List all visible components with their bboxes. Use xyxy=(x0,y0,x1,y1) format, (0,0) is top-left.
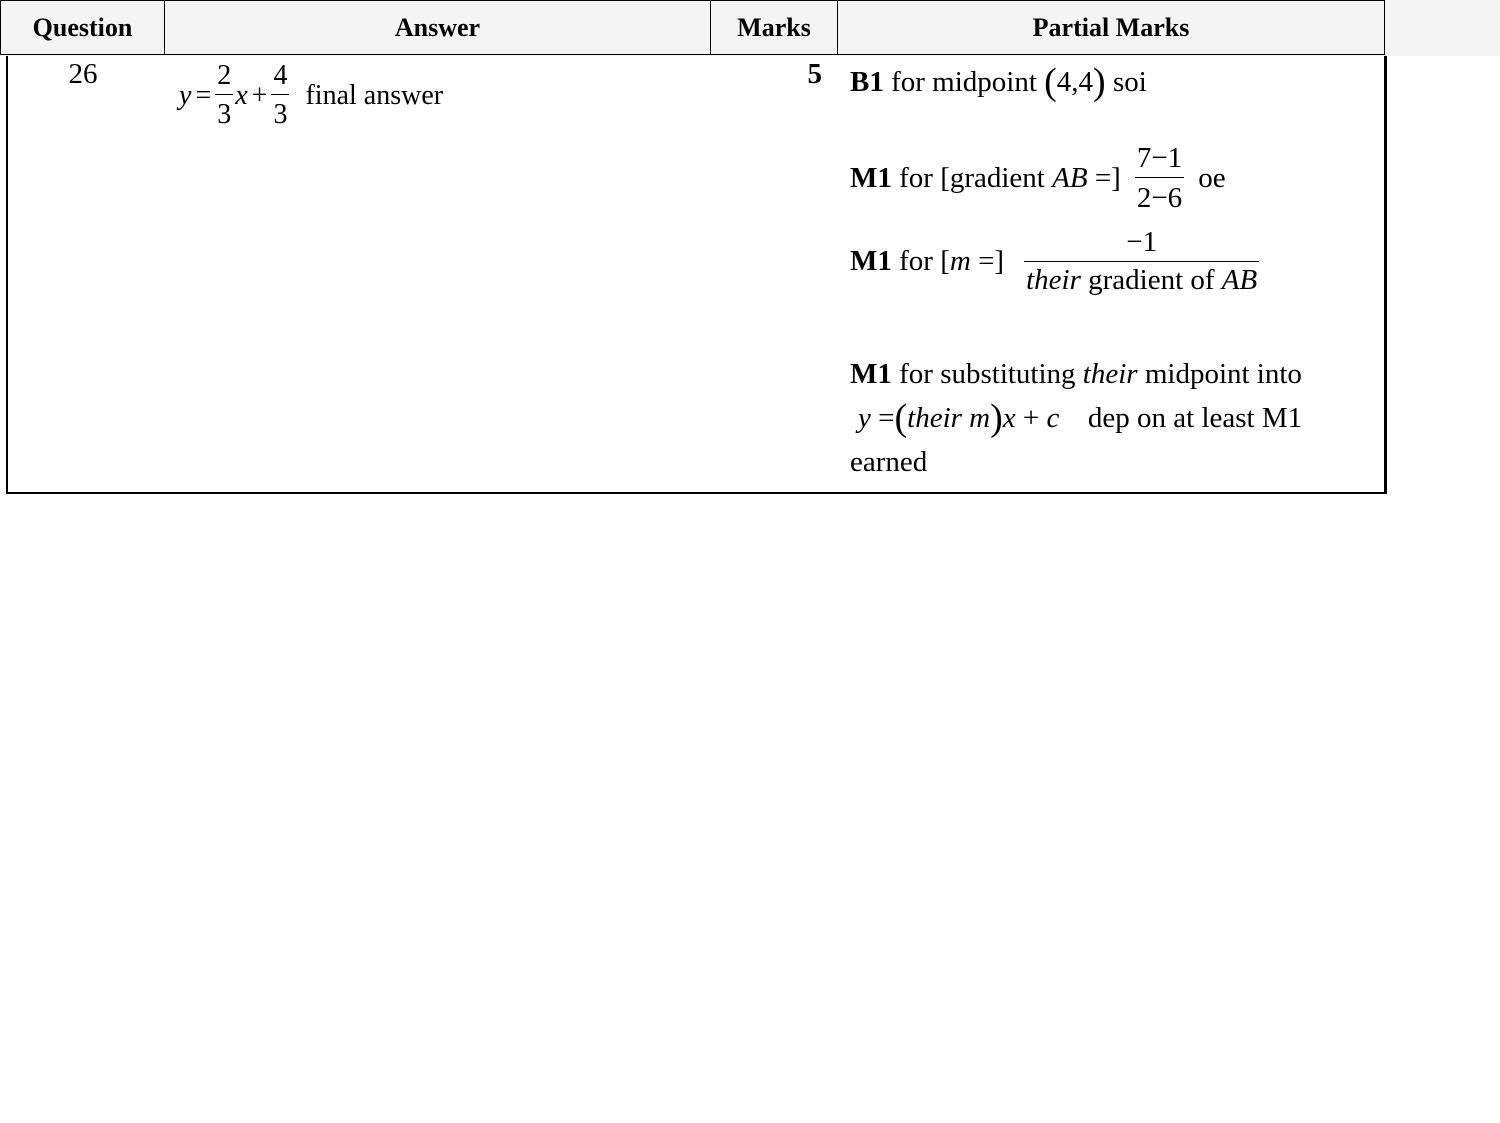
marks-cell xyxy=(716,56,835,494)
b1-point: 4,4 xyxy=(1056,66,1094,98)
b1-open-paren: ( xyxy=(1044,61,1057,103)
m1-perp-fraction xyxy=(1024,228,1259,295)
partial-m1-gradient xyxy=(850,144,1226,213)
question-number: 26 xyxy=(68,58,98,90)
answer-fraction-2 xyxy=(271,62,289,129)
m1-gradient-ab: AB xyxy=(1052,162,1088,194)
header-answer: Answer xyxy=(164,0,711,55)
m1-sub-code: M1 xyxy=(850,358,892,390)
m1-sub-eq-plus: + xyxy=(1022,402,1040,434)
m1-perp-numerator: −1 xyxy=(1126,226,1158,258)
m1-gradient-text-pre: for [gradient xyxy=(899,162,1045,194)
m1-sub-line2-post: dep on at least M1 xyxy=(1087,402,1303,434)
m1-sub-line3: earned xyxy=(850,446,928,478)
m1-sub-eq-m: m xyxy=(969,402,991,434)
m1-sub-eq-y: y xyxy=(858,402,871,434)
m1-perp-code: M1 xyxy=(850,245,892,277)
m1-sub-close-paren: ) xyxy=(990,397,1003,439)
b1-close-paren: ) xyxy=(1093,61,1106,103)
partial-m1-perpendicular xyxy=(850,228,1259,295)
m1-perp-den-ab: AB xyxy=(1221,264,1258,296)
m1-perp-den-their: their xyxy=(1026,264,1081,296)
b1-text: for midpoint xyxy=(891,66,1037,98)
answer-cell xyxy=(155,56,717,494)
m1-gradient-text-post: =] xyxy=(1094,162,1121,194)
answer-y: y xyxy=(179,79,192,111)
header-marks: Marks xyxy=(710,0,838,55)
answer-frac1-numerator: 2 xyxy=(217,60,232,91)
question-cell xyxy=(6,56,156,494)
partial-m1-substitution-line3 xyxy=(850,446,927,479)
answer-x: x xyxy=(235,79,248,111)
b1-suffix: soi xyxy=(1112,66,1147,98)
m1-sub-eq-c: c xyxy=(1046,402,1060,434)
partial-m1-substitution-line2 xyxy=(858,396,1302,440)
b1-code: B1 xyxy=(850,66,884,98)
answer-fraction-1 xyxy=(215,62,233,129)
partial-marks-cell xyxy=(834,56,1387,494)
answer-equals: = xyxy=(195,79,212,111)
answer-frac2-denominator: 3 xyxy=(271,94,289,129)
m1-sub-eq-their: their xyxy=(907,402,962,434)
answer-suffix: final answer xyxy=(305,79,444,111)
m1-perp-den-text: gradient of xyxy=(1088,264,1215,296)
partial-b1 xyxy=(850,60,1147,104)
m1-gradient-code: M1 xyxy=(850,162,892,194)
header-question: Question xyxy=(0,0,165,55)
answer-equation xyxy=(179,62,443,129)
header-partial-marks: Partial Marks xyxy=(837,0,1385,55)
m1-perp-text-post: =] xyxy=(978,245,1005,277)
m1-perp-denominator xyxy=(1024,261,1259,295)
answer-plus: + xyxy=(251,79,268,111)
answer-frac2-numerator: 4 xyxy=(273,60,288,91)
m1-perp-text-pre: for [ xyxy=(899,245,950,277)
m1-sub-open-paren: ( xyxy=(894,397,908,439)
m1-gradient-numerator: 7−1 xyxy=(1136,142,1183,174)
m1-gradient-suffix: oe xyxy=(1198,162,1226,194)
m1-gradient-denominator: 2−6 xyxy=(1135,177,1184,213)
m1-sub-eq-eq: = xyxy=(878,402,895,434)
m1-sub-eq-x: x xyxy=(1002,402,1016,434)
answer-frac1-denominator: 3 xyxy=(215,94,233,129)
marks-value: 5 xyxy=(807,58,822,90)
m1-perp-m: m xyxy=(949,245,971,277)
m1-gradient-fraction xyxy=(1135,144,1184,213)
m1-sub-line1-pre: for substituting xyxy=(899,358,1076,390)
m1-sub-line1-their: their xyxy=(1082,358,1138,390)
partial-m1-substitution-line1 xyxy=(850,358,1302,391)
m1-sub-line1-post: midpoint into xyxy=(1144,358,1302,390)
